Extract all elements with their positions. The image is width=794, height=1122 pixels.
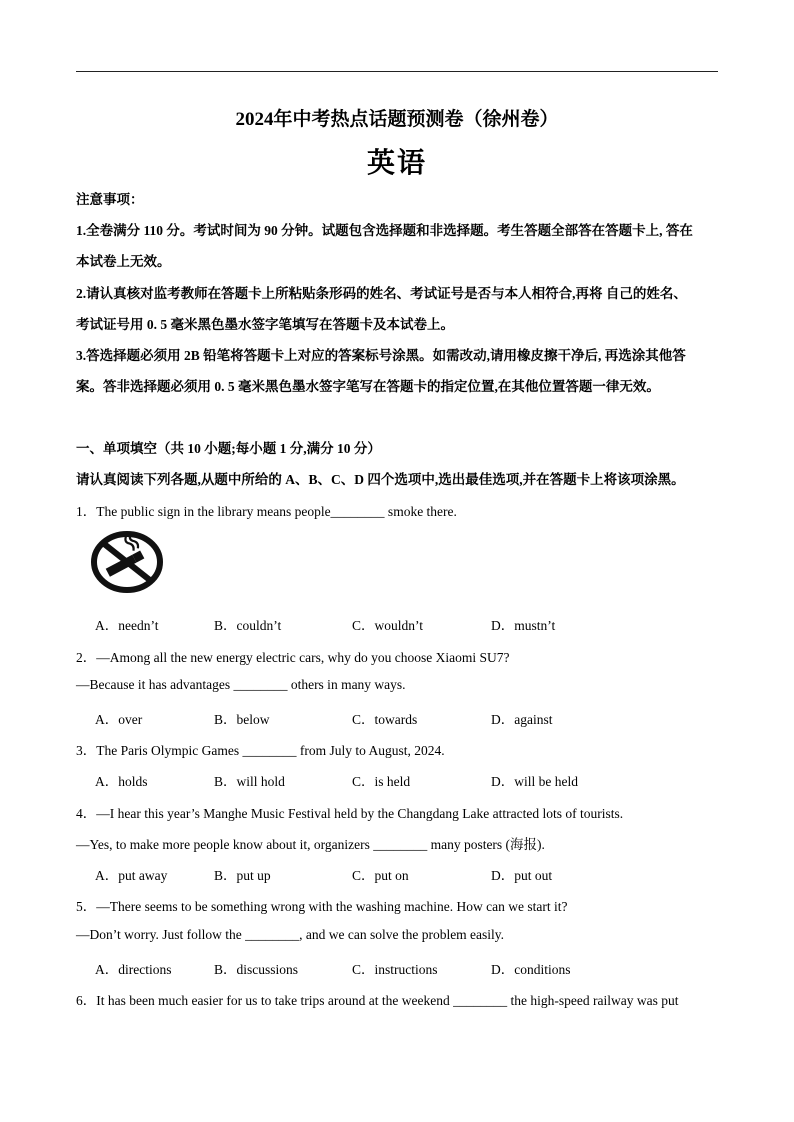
notice-heading: 注意事项：	[76, 192, 144, 207]
notice-line: 3.答选择题必须用 2B 铅笔将答题卡上对应的答案标号涂黑。如需改动,请用橡皮擦干净后, 再选涂其他答	[76, 348, 686, 363]
question-5-option-d[interactable]: D．conditions	[491, 962, 571, 977]
no-smoking-sign-icon	[91, 531, 163, 593]
question-2-option-b[interactable]: B．below	[214, 712, 270, 727]
question-2-stem: 2．—Among all the new energy electric cars, why do you choose Xiaomi SU7?	[76, 650, 510, 665]
question-4-option-c[interactable]: C．put on	[352, 868, 409, 883]
question-4-option-d[interactable]: D．put out	[491, 868, 553, 883]
question-5-option-c[interactable]: C．instructions	[352, 962, 438, 977]
notice-line: 1.全卷满分 110 分。考试时间为 90 分钟。试题包含选择题和非选择题。考生答题全部答在答题卡上, 答在	[76, 223, 693, 238]
question-6-stem: 6．It has been much easier for us to take trips around at the weekend ________ the high-speed railway was put	[76, 993, 679, 1008]
question-3-option-a[interactable]: A．holds	[95, 774, 148, 789]
question-1-option-c[interactable]: C．wouldn’t	[352, 618, 424, 633]
question-2-option-c[interactable]: C．towards	[352, 712, 418, 727]
question-1-stem: 1．The public sign in the library means people________ smoke there.	[76, 504, 457, 519]
question-4-stem: 4．—I hear this year’s Manghe Music Festival held by the Changdang Lake attracted lots of tourists.	[76, 806, 624, 821]
question-1-option-b[interactable]: B．couldn’t	[214, 618, 282, 633]
notice-line: 本试卷上无效。	[76, 254, 171, 269]
section-heading: 一、单项填空（共 10 小题;每小题 1 分,满分 10 分）	[76, 441, 381, 456]
section-instruction: 请认真阅读下列各题,从题中所给的 A、B、C、D 四个选项中,选出最佳选项,并在答题卡上将该项涂黑。	[76, 472, 685, 487]
question-5-stem: 5．—There seems to be something wrong with the washing machine. How can we start it?	[76, 899, 568, 914]
header-rule	[76, 71, 718, 72]
question-5-option-a[interactable]: A．directions	[95, 962, 172, 977]
question-3-stem: 3．The Paris Olympic Games ________ from July to August, 2024.	[76, 743, 445, 758]
subject-title: 英语	[366, 146, 427, 179]
question-1-option-d[interactable]: D．mustn’t	[491, 618, 556, 633]
question-2-option-a[interactable]: A．over	[95, 712, 143, 727]
question-3-option-c[interactable]: C．is held	[352, 774, 411, 789]
question-1-option-a[interactable]: A．needn’t	[95, 618, 159, 633]
exam-title: 2024年中考热点话题预测卷（徐州卷）	[235, 109, 559, 130]
question-3-option-b[interactable]: B．will hold	[214, 774, 285, 789]
notice-line: 考试证号用 0. 5 毫米黑色墨水签字笔填写在答题卡及本试卷上。	[76, 317, 454, 332]
question-5-option-b[interactable]: B．discussions	[214, 962, 299, 977]
question-4-option-b[interactable]: B．put up	[214, 868, 271, 883]
question-4-stem-reply: —Yes, to make more people know about it, organizers ________ many posters (海报).	[76, 837, 545, 852]
notice-line: 2.请认真核对监考教师在答题卡上所粘贴条形码的姓名、考试证号是否与本人相符合,再将 自己的姓名、	[76, 286, 687, 301]
question-5-stem-reply: —Don’t worry. Just follow the ________, and we can solve the problem easily.	[76, 927, 505, 942]
question-3-option-d[interactable]: D．will be held	[491, 774, 578, 789]
question-2-stem-reply: —Because it has advantages ________ others in many ways.	[76, 677, 406, 692]
notice-line: 案。答非选择题必须用 0. 5 毫米黑色墨水签字笔写在答题卡的指定位置,在其他位置答题一律无效。	[76, 379, 660, 394]
question-2-option-d[interactable]: D．against	[491, 712, 553, 727]
question-4-option-a[interactable]: A．put away	[95, 868, 168, 883]
